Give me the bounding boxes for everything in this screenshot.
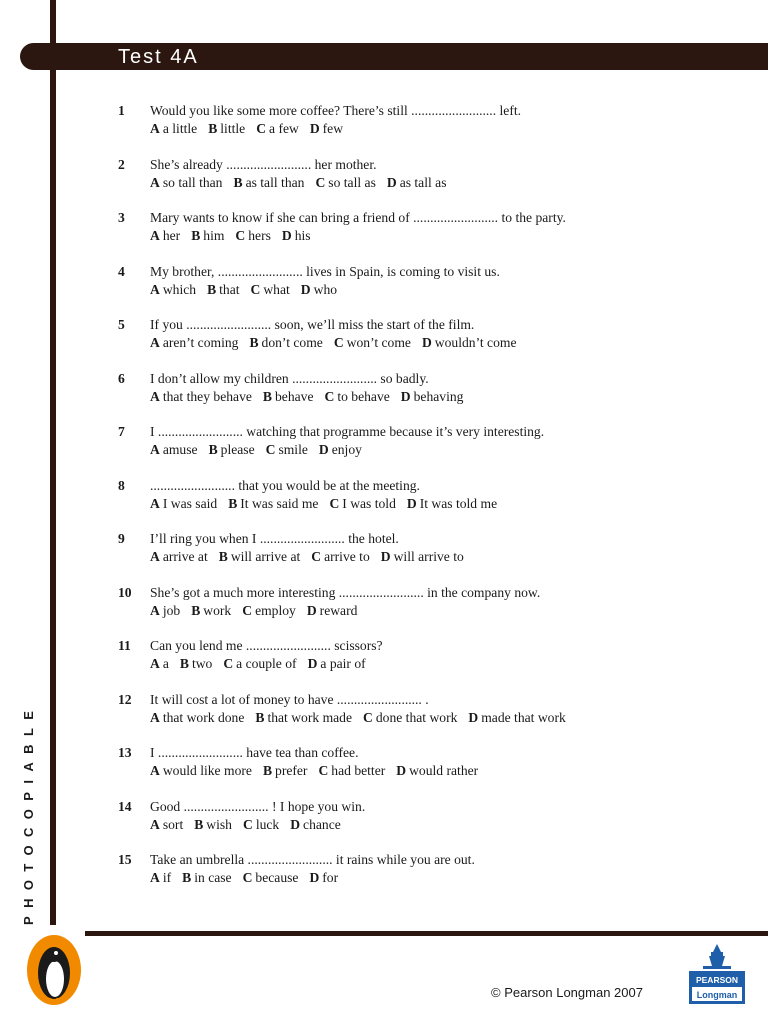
answer-options <box>150 281 348 299</box>
option-letter: D <box>307 656 318 671</box>
option-letter: B <box>194 816 204 832</box>
answer-option <box>396 763 478 778</box>
option-letter: A <box>150 174 160 190</box>
question-text: Mary wants to know if she can bring a friend of ......................... to the party. <box>150 210 566 225</box>
option-text: please <box>220 442 255 457</box>
answer-option <box>401 389 464 404</box>
option-text: few <box>322 121 344 136</box>
answer-option <box>150 121 197 136</box>
option-letter: C <box>242 816 253 832</box>
option-text: a pair of <box>320 656 366 671</box>
answer-option <box>311 549 370 564</box>
option-letter: C <box>315 174 326 190</box>
answer-options <box>150 816 352 834</box>
option-text: prefer <box>275 763 308 778</box>
answer-option <box>219 549 301 564</box>
option-letter: A <box>150 442 160 457</box>
option-text: which <box>162 281 197 297</box>
option-text: as tall than <box>245 174 305 190</box>
answer-option <box>243 870 299 885</box>
option-letter: A <box>150 870 160 885</box>
answer-option <box>235 228 270 243</box>
answer-option <box>150 710 244 725</box>
option-letter: D <box>281 228 292 243</box>
answer-option <box>191 603 231 618</box>
answer-option <box>150 656 169 671</box>
option-letter: C <box>235 228 246 243</box>
answer-options <box>150 602 368 620</box>
option-text: if <box>162 870 172 885</box>
option-letter: B <box>262 763 273 778</box>
answer-options <box>150 120 354 138</box>
answer-option <box>381 549 464 564</box>
option-letter: C <box>242 602 253 618</box>
option-letter: B <box>228 495 238 511</box>
left-margin-rule <box>50 0 56 925</box>
answer-option <box>150 603 180 618</box>
option-letter: D <box>406 495 417 511</box>
answer-option <box>310 121 343 136</box>
answer-option <box>150 549 208 564</box>
footer-rule <box>85 931 768 936</box>
option-letter: A <box>150 281 160 297</box>
answer-option <box>468 710 565 725</box>
answer-option <box>242 603 296 618</box>
option-letter: B <box>208 121 218 136</box>
answer-option <box>209 442 255 457</box>
logo-bottom-text: Longman <box>696 990 738 1000</box>
option-letter: D <box>306 602 317 618</box>
option-letter: A <box>150 228 160 243</box>
question-number: 10 <box>118 584 132 600</box>
option-text: hers <box>248 228 271 243</box>
option-text: his <box>294 228 311 243</box>
question-number: 5 <box>118 317 125 332</box>
option-text: employ <box>255 602 296 618</box>
answer-option <box>282 228 311 243</box>
answer-option <box>150 496 217 511</box>
penguin-logo-icon <box>25 933 83 1007</box>
question-number: 2 <box>118 156 125 172</box>
answer-options <box>150 227 322 245</box>
answer-option <box>191 228 224 243</box>
question-number: 6 <box>118 370 125 386</box>
option-text: as tall as <box>399 174 447 190</box>
option-text: will arrive at <box>230 549 301 564</box>
answer-options <box>150 762 489 780</box>
option-letter: C <box>363 709 373 725</box>
option-letter: C <box>333 335 344 350</box>
option-letter: D <box>318 442 329 457</box>
option-letter: C <box>318 763 329 778</box>
option-text: for <box>322 870 339 885</box>
option-text: amuse <box>162 442 198 457</box>
answer-option <box>363 710 457 725</box>
answer-option <box>194 817 232 832</box>
option-text: behave <box>274 388 314 404</box>
option-text: a little <box>162 121 198 136</box>
answer-option <box>315 175 375 190</box>
option-letter: D <box>400 388 411 404</box>
option-letter: B <box>191 228 201 243</box>
answer-option <box>263 389 314 404</box>
option-text: It was told me <box>419 495 498 511</box>
question-text: If you ......................... soon, we’ll miss the start of the film. <box>150 317 475 332</box>
question-number: 15 <box>118 852 132 867</box>
option-text: luck <box>255 816 280 832</box>
option-letter: C <box>242 870 253 885</box>
option-letter: D <box>468 709 479 725</box>
option-letter: A <box>150 709 160 725</box>
answer-option <box>207 282 239 297</box>
option-text: enjoy <box>331 442 362 457</box>
option-letter: C <box>324 388 335 404</box>
option-letter: A <box>150 656 160 671</box>
answer-option <box>308 656 366 671</box>
answer-options <box>150 174 458 192</box>
option-text: I was said <box>162 495 218 511</box>
option-text: because <box>255 870 299 885</box>
option-text: who <box>313 281 338 297</box>
answer-option <box>307 603 358 618</box>
question-text: Take an umbrella ......................... it rains while you are out. <box>150 852 475 867</box>
answer-option <box>318 763 385 778</box>
answer-option <box>301 282 337 297</box>
question-number: 9 <box>118 531 125 546</box>
answer-options <box>150 869 349 887</box>
question-text: I don’t allow my children ......................... so badly. <box>150 370 429 386</box>
option-text: to behave <box>337 388 390 404</box>
answer-options <box>150 388 474 406</box>
option-text: arrive at <box>162 549 208 564</box>
option-text: will arrive to <box>393 549 464 564</box>
photocopiable-label: PHOTOCOPIABLE <box>21 702 36 925</box>
pearson-longman-logo-icon <box>689 942 745 1004</box>
option-text: a couple of <box>236 656 297 671</box>
option-text: chance <box>303 816 341 832</box>
option-letter: B <box>207 281 217 297</box>
question-number: 4 <box>118 263 125 279</box>
option-letter: B <box>179 656 189 671</box>
question-text: Would you like some more coffee? There’s still ......................... left. <box>150 103 522 118</box>
question-text: She’s already ......................... her mother. <box>150 156 377 172</box>
answer-option <box>180 656 212 671</box>
option-text: that work made <box>267 709 353 725</box>
question-number: 13 <box>118 745 132 760</box>
option-text: I was told <box>342 495 396 511</box>
option-text: don’t come <box>261 335 323 350</box>
option-text: arrive to <box>324 549 370 564</box>
answer-option <box>208 121 245 136</box>
option-text: won’t come <box>346 335 411 350</box>
question-number: 8 <box>118 477 125 493</box>
option-text: a few <box>269 121 299 136</box>
option-letter: B <box>208 442 218 457</box>
option-letter: D <box>421 335 432 350</box>
option-text: aren’t coming <box>162 335 239 350</box>
answer-option <box>266 442 308 457</box>
option-letter: B <box>218 549 228 564</box>
question-number: 12 <box>118 691 132 707</box>
answer-option <box>182 870 231 885</box>
option-letter: A <box>150 549 160 564</box>
option-text: what <box>263 281 290 297</box>
answer-option <box>233 175 304 190</box>
answer-option <box>422 335 517 350</box>
option-text: behaving <box>413 388 464 404</box>
option-letter: A <box>150 388 160 404</box>
option-text: had better <box>331 763 386 778</box>
option-letter: A <box>150 763 160 778</box>
answer-option <box>407 496 497 511</box>
answer-options <box>150 441 373 459</box>
option-letter: A <box>150 335 160 350</box>
option-text: smile <box>278 442 308 457</box>
option-text: that work done <box>162 709 245 725</box>
question-text: I’ll ring you when I ......................... the hotel. <box>150 531 399 546</box>
answer-option <box>150 282 196 297</box>
option-text: reward <box>319 602 358 618</box>
answer-options <box>150 655 377 673</box>
option-text: little <box>220 121 246 136</box>
option-letter: C <box>265 442 276 457</box>
answer-option <box>223 656 296 671</box>
option-text: so tall as <box>328 174 376 190</box>
option-text: a <box>162 656 169 671</box>
option-text: in case <box>194 870 232 885</box>
question-text: Good ......................... ! I hope you win. <box>150 798 366 814</box>
page-title: Test 4A <box>118 46 199 68</box>
option-letter: D <box>380 549 391 564</box>
option-letter: B <box>191 602 201 618</box>
answer-option <box>290 817 341 832</box>
question-number: 11 <box>118 638 131 653</box>
option-letter: B <box>233 174 243 190</box>
answer-option <box>150 817 183 832</box>
option-text: sort <box>162 816 184 832</box>
option-text: made that work <box>481 709 566 725</box>
option-letter: C <box>329 495 340 511</box>
answer-option <box>150 228 180 243</box>
option-text: so tall than <box>162 174 223 190</box>
option-letter: B <box>255 709 265 725</box>
option-letter: C <box>250 281 261 297</box>
option-letter: D <box>386 174 397 190</box>
option-letter: A <box>150 121 160 136</box>
option-text: job <box>162 602 181 618</box>
option-letter: C <box>311 549 322 564</box>
option-letter: B <box>249 335 259 350</box>
answer-option <box>387 175 447 190</box>
answer-option <box>255 710 352 725</box>
question-number: 14 <box>118 798 132 814</box>
option-text: would rather <box>409 763 479 778</box>
option-letter: D <box>396 763 407 778</box>
logo-top-text: PEARSON <box>695 975 739 985</box>
option-letter: A <box>150 495 160 511</box>
answer-option <box>150 389 252 404</box>
option-letter: D <box>309 121 320 136</box>
answer-option <box>334 335 411 350</box>
option-letter: D <box>300 281 311 297</box>
answer-option <box>319 442 362 457</box>
option-letter: B <box>182 870 192 885</box>
answer-option <box>150 763 252 778</box>
option-text: two <box>191 656 213 671</box>
option-text: work <box>203 602 232 618</box>
option-letter: B <box>262 388 272 404</box>
answer-option <box>249 335 322 350</box>
answer-option <box>150 175 222 190</box>
answer-option <box>309 870 338 885</box>
option-letter: A <box>150 602 160 618</box>
answer-option <box>324 389 389 404</box>
question-text: I ......................... have tea than coffee. <box>150 745 359 760</box>
option-letter: C <box>223 656 234 671</box>
answer-option <box>243 817 279 832</box>
question-text: Can you lend me ......................... scissors? <box>150 638 383 653</box>
question-text: My brother, ......................... lives in Spain, is coming to visit us. <box>150 263 500 279</box>
option-text: done that work <box>375 709 458 725</box>
option-letter: A <box>150 816 160 832</box>
option-text: would like more <box>162 763 252 778</box>
option-text: him <box>203 228 225 243</box>
question-text: ......................... that you would be at the meeting. <box>150 477 420 493</box>
answer-option <box>150 870 171 885</box>
answer-option <box>150 335 238 350</box>
option-text: wish <box>206 816 232 832</box>
answer-options <box>150 495 508 513</box>
answer-option <box>256 121 299 136</box>
answer-options <box>150 548 475 566</box>
question-number: 7 <box>118 424 125 439</box>
answer-option <box>263 763 308 778</box>
question-number: 3 <box>118 210 125 225</box>
option-letter: C <box>256 121 267 136</box>
question-text: It will cost a lot of money to have ......................... . <box>150 691 429 707</box>
option-text: that they behave <box>162 388 252 404</box>
answer-option <box>150 442 198 457</box>
option-text: It was said me <box>240 495 319 511</box>
option-text: that <box>219 281 240 297</box>
answer-options <box>150 709 577 727</box>
option-letter: D <box>309 870 320 885</box>
option-letter: D <box>290 816 301 832</box>
answer-option <box>228 496 318 511</box>
question-number: 1 <box>118 103 125 118</box>
copyright-text: © Pearson Longman 2007 <box>491 985 643 1000</box>
answer-option <box>329 496 395 511</box>
question-text: I ......................... watching that programme because it’s very interesting. <box>150 424 545 439</box>
question-text: She’s got a much more interesting ......................... in the company now. <box>150 584 541 600</box>
answer-options <box>150 334 527 352</box>
option-text: her <box>162 228 181 243</box>
answer-option <box>251 282 290 297</box>
option-text: wouldn’t come <box>434 335 517 350</box>
